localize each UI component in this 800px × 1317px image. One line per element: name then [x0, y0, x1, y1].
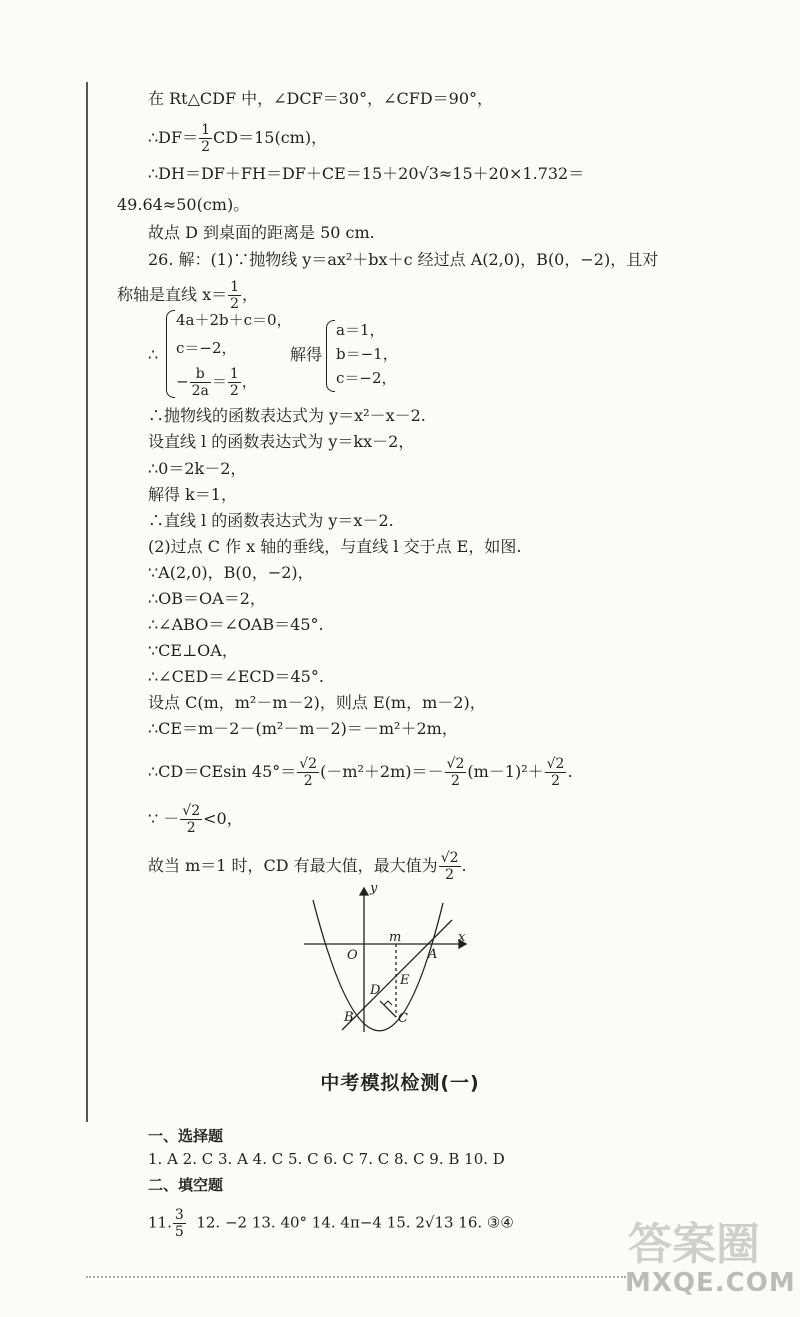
line-set-line: 设直线 l 的函数表达式为 y＝kx－2， — [148, 432, 415, 451]
x-label: x — [458, 930, 466, 945]
line-k-solved: 解得 k＝1， — [148, 485, 237, 504]
line-q26: 26. 解：(1)∵抛物线 y＝ax²＋bx＋c 经过点 A(2,0)，B(0，−2)，且对 — [148, 250, 659, 269]
equation-2: c＝−2， — [176, 339, 237, 357]
line-dh: ∴DH＝DF＋FH＝DF＋CE＝15＋20√3≈15＋20×1.732＝ — [148, 164, 585, 183]
equation-3: − $\frac{b}{2a}$ ＝ $\frac{1}{2}$ ， — [176, 366, 257, 399]
line-conclusion-d: 故点 D 到桌面的距离是 50 cm. — [148, 223, 375, 242]
line-parabola-expr: ∴抛物线的函数表达式为 y＝x²－x－2. — [148, 406, 426, 425]
point-e-label: E — [400, 973, 410, 988]
fraction-half-axis: $\frac{1}{2}$ — [230, 279, 240, 312]
line-dh-result: 49.64≈50(cm)。 — [117, 195, 250, 214]
line-negative: ∵ － $\frac{√2}{2}$ <0， — [148, 803, 243, 836]
line-symmetry-axis: 称轴是直线 x＝ $\frac{1}{2}$ ， — [117, 279, 259, 312]
solution-c: c＝−2， — [336, 369, 397, 387]
line-rt-cdf: 在 Rt△CDF 中，∠DCF＝30°，∠CFD＝90°， — [148, 89, 494, 108]
m-label: m — [389, 930, 402, 945]
line-ce-value: ∴CE＝m－2－(m²－m－2)＝－m²＋2m， — [148, 719, 458, 738]
watermark-url: MXQE.COM — [625, 1268, 796, 1298]
point-c-label: C — [398, 1011, 408, 1026]
line-points: ∵A(2,0)，B(0，−2)， — [148, 563, 314, 582]
bottom-dotted-rule — [86, 1276, 626, 1278]
point-d-label: D — [370, 983, 381, 998]
solution-b: b＝−1， — [336, 345, 398, 363]
line-angle-abo: ∴∠ABO＝∠OAB＝45°. — [148, 615, 324, 634]
line-k-eq: ∴0＝2k－2， — [148, 459, 247, 478]
watermark-logo: 答案圈 — [628, 1219, 760, 1270]
y-label: y — [370, 881, 378, 896]
therefore-symbol: ∴ — [148, 345, 159, 364]
line-set-c: 设点 C(m，m²－m－2)，则点 E(m，m－2)， — [148, 693, 486, 712]
choice-answers: 1. A 2. C 3. A 4. C 5. C 6. C 7. C 8. C 9. B 10. D — [148, 1150, 505, 1168]
segment-cd — [380, 1001, 396, 1017]
point-a-label: A — [428, 947, 438, 962]
choice-heading: 一、选择题 — [148, 1127, 224, 1145]
solution-a: a＝1， — [336, 321, 385, 339]
section-title: 中考模拟检测(一) — [320, 1072, 480, 1094]
y-axis-arrow — [360, 888, 368, 895]
line-ob-oa: ∴OB＝OA＝2， — [148, 589, 266, 608]
fill-heading: 二、填空题 — [148, 1176, 224, 1194]
fraction-half: $\frac{1}{2}$ — [201, 122, 211, 155]
line-df: ∴DF＝ $\frac{1}{2}$ CD＝15(cm)， — [148, 122, 328, 155]
line-angle-ced: ∴∠CED＝∠ECD＝45°. — [148, 667, 324, 686]
fill-answers: 11. $\frac{3}{5}$ 12. −2 13. 40° 14. 4π−4 15. 2√13 16. ③④ — [148, 1207, 514, 1240]
point-b-label: B — [344, 1010, 354, 1025]
solve-label: 解得 — [290, 345, 323, 364]
line-part2: (2)过点 C 作 x 轴的垂线，与直线 l 交于点 E，如图. — [148, 537, 522, 556]
right-angle-mark — [384, 1001, 392, 1005]
line-cd-value: ∴CD＝CEsin 45°＝ $\frac{√2}{2}$ (－m²＋2m)＝－ $\frac{√2}{2}$ (m－1)²＋ $\frac{√2}{2}$ . — [148, 756, 573, 789]
equation-1: 4a＋2b＋c＝0， — [176, 311, 292, 329]
line-line-expr: ∴直线 l 的函数表达式为 y＝x－2. — [148, 511, 394, 530]
line-max-value: 故当 m＝1 时，CD 有最大值，最大值为 $\frac{√2}{2}$ . — [148, 850, 467, 883]
parabola-curve — [313, 900, 443, 1031]
line-ce-perp: ∵CE⊥OA， — [148, 641, 238, 660]
origin-label: O — [347, 948, 358, 963]
